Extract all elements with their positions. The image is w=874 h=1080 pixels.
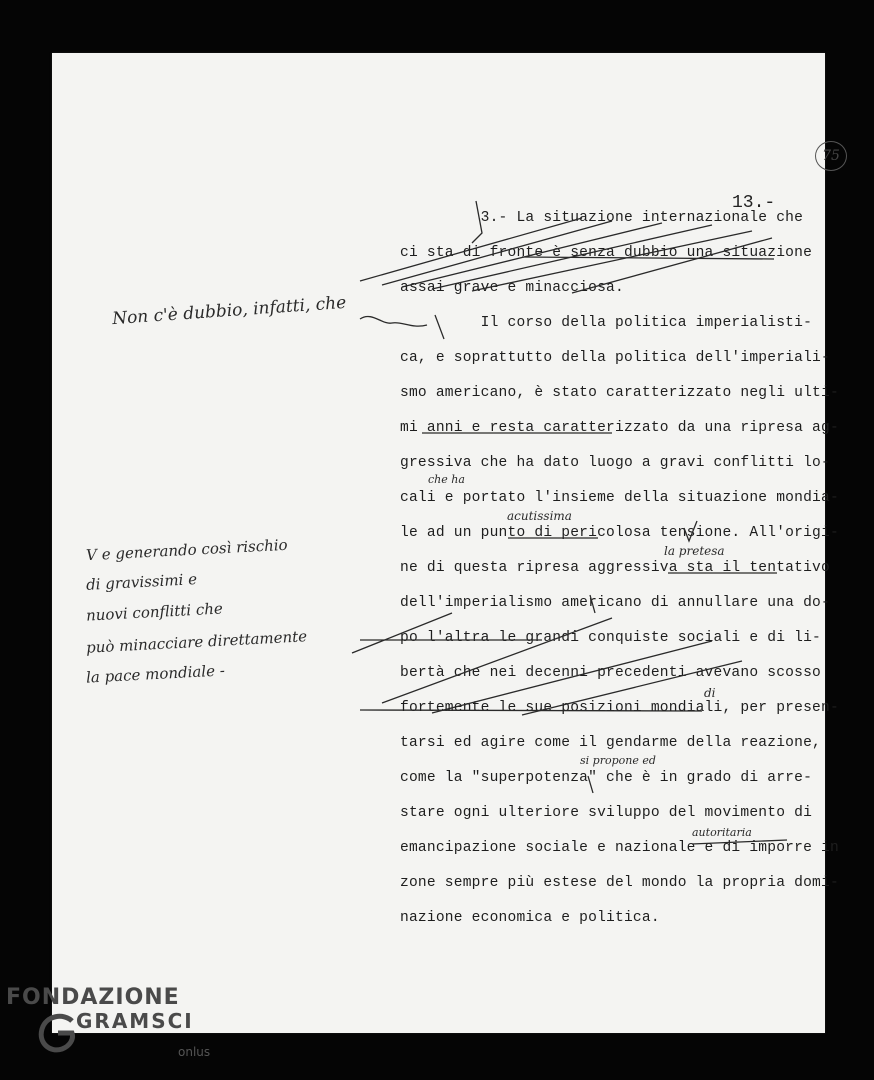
typed-line: ne di questa ripresa aggressiva sta il tentativo (400, 560, 830, 576)
handwritten-insertion: autoritaria (692, 826, 752, 839)
watermark-suffix: onlus (178, 1045, 211, 1059)
handwritten-margin-note: Non c'è dubbio, infatti, che (111, 292, 347, 330)
handwritten-line: V e generando così rischio (85, 535, 289, 565)
typed-line: dell'imperialismo americano di annullare una do- (400, 595, 830, 611)
archive-watermark (6, 985, 211, 1059)
circled-page-number: 75 (815, 141, 847, 171)
watermark-line1: FONDAZIONE (6, 985, 180, 1010)
typed-line: zone sempre più estese del mondo la propria domi- (400, 875, 839, 891)
typed-line: mi anni e resta caratterizzato da una ripresa ag- (400, 420, 839, 436)
page-number: 13.- (732, 193, 776, 213)
typed-line: come la "superpotenza" che è in grado di arre- (400, 770, 813, 786)
handwritten-insertion: che ha (428, 473, 465, 486)
handwritten-line: può minacciare direttamente (85, 627, 308, 657)
typed-line: cali e portato l'insieme della situazione mondia- (400, 490, 839, 506)
typed-line: smo americano, è stato caratterizzato negli ulti- (400, 385, 839, 401)
typed-line: 3.- La situazione internazionale che (400, 210, 804, 226)
typed-line: gressiva che ha dato luogo a gravi conflitti lo- (400, 455, 830, 471)
handwritten-insertion: acutissima (507, 509, 572, 523)
typed-line: bertà che nei decenni precedenti avevano scosso (400, 665, 822, 681)
typed-line: ca, e soprattutto della politica dell'imperiali- (400, 350, 830, 366)
typed-line: nazione economica e politica. (400, 910, 660, 926)
handwritten-line: di gravissimi e (85, 570, 198, 594)
typed-line: Il corso della politica imperialisti- (400, 315, 813, 331)
typed-line: le ad un punto di pericolosa tensione. All'origi- (400, 525, 839, 541)
handwritten-insertion: si propone ed (580, 754, 656, 767)
typed-line: tarsi ed agire come il gendarme della reazione, (400, 735, 822, 751)
typed-line: assai grave e minacciosa. (400, 280, 624, 296)
handwritten-insertion: la pretesa (664, 544, 725, 558)
typed-line: stare ogni ulteriore sviluppo del movimento di (400, 805, 813, 821)
handwritten-line: nuovi conflitti che (85, 599, 224, 625)
handwritten-insertion: di (704, 686, 716, 700)
document-page (52, 53, 840, 1033)
logo-g-icon (36, 1011, 80, 1055)
typed-line: emancipazione sociale e nazionale e di imporre in (400, 840, 839, 856)
handwritten-line: la pace mondiale - (85, 661, 226, 687)
typed-line: ci sta di fronte è senza dubbio una situazione (400, 245, 813, 261)
watermark-line2: GRAMSCI (76, 1009, 194, 1033)
typed-line: po l'altra le grandi conquiste sociali e di li- (400, 630, 822, 646)
typed-line: fortemente le sue posizioni mondiali, per presen- (400, 700, 839, 716)
